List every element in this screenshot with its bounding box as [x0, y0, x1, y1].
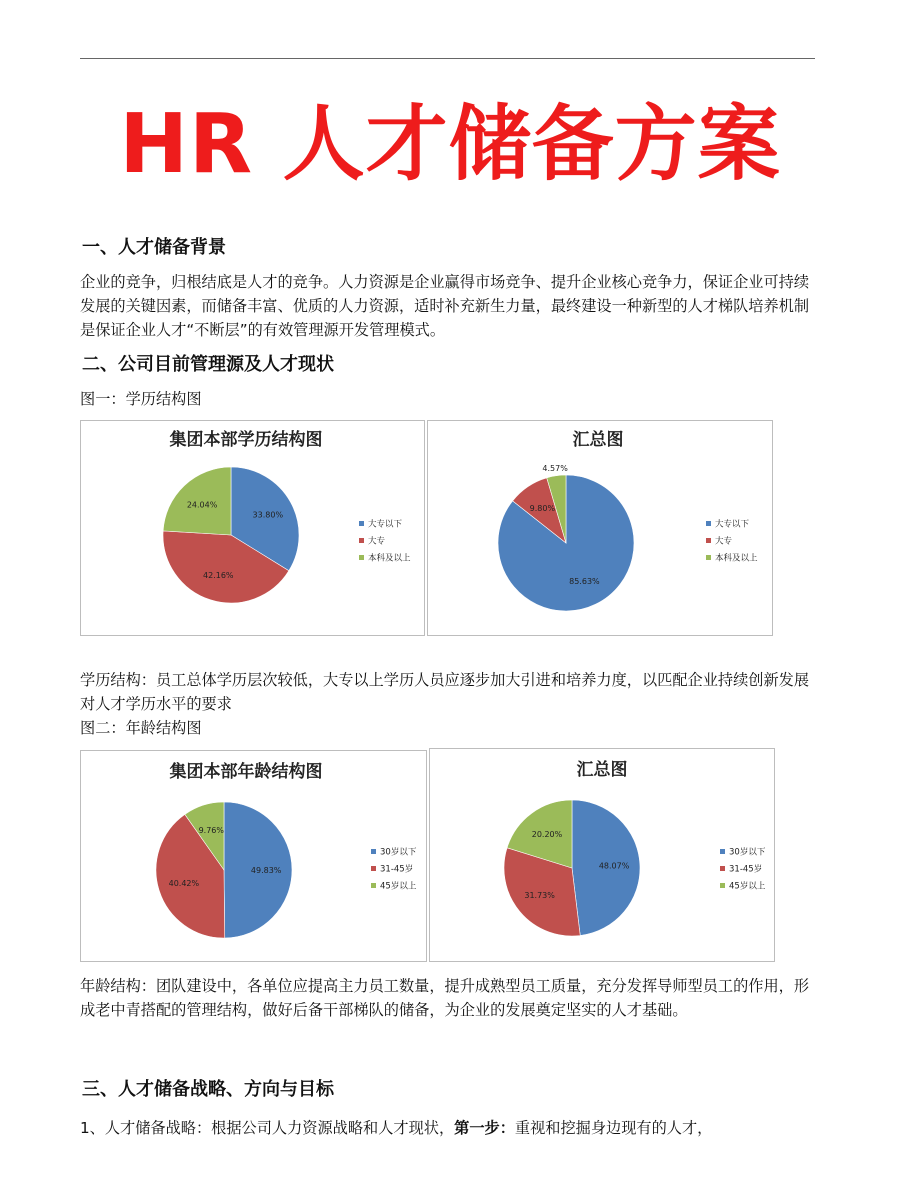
section2-heading: 二、公司目前管理源及人才现状 [82, 354, 334, 375]
slice-label-2: 31.73% [524, 891, 555, 901]
figure2-caption: 图二：年龄结构图 [80, 719, 202, 737]
slice-label-1: 48.07% [598, 861, 630, 871]
section3-heading: 三、人才储备战略、方向与目标 [82, 1079, 334, 1100]
chart-title: 汇总图 [572, 430, 624, 450]
slice-label-3: 4.57% [542, 463, 568, 473]
legend-label-2: 大专 [715, 536, 733, 547]
legend-swatch-2 [720, 866, 725, 871]
figure1-text: 学历结构：员工总体学历层次较低，大专以上学历人员应逐步加大引进和培养力度，以匹配企业持续创新发展对人才学历水平的要求 [80, 671, 809, 713]
legend-swatch-1 [720, 849, 725, 854]
chart-edu-group-svg [81, 421, 426, 637]
chart-title: 集团本部学历结构图 [169, 430, 323, 450]
legend-label-2: 31-45岁 [380, 864, 414, 875]
legend-label-3: 本科及以上 [715, 553, 758, 564]
legend-label-1: 大专以下 [368, 519, 403, 530]
slice-label-2: 40.42% [168, 878, 200, 888]
item1-suffix: 重视和挖掘身边现有的人才， [514, 1119, 713, 1137]
section1-body: 企业的竞争，归根结底是人才的竞争。人力资源是企业赢得市场竞争、提升企业核心竞争力，保证企业可持续发展的关键因素，而储备丰富、优质的人力资源，适时补充新生力量，最终建设一种新型的人才梯队培养机制是保证企业人才“不断层”的有效管理源开发管理模式。 [80, 273, 809, 339]
legend-label-2: 31-45岁 [729, 864, 763, 875]
slice-label-2: 9.80% [529, 504, 556, 514]
legend-label-1: 大专以下 [715, 519, 750, 530]
chart-title: 汇总图 [576, 760, 628, 780]
chart-age-group [80, 750, 427, 962]
slice-label-3: 9.76% [198, 825, 224, 835]
legend-label-3: 45岁以上 [729, 881, 766, 892]
chart-edu-summary-svg [428, 421, 774, 637]
legend-swatch-1 [371, 849, 376, 854]
slice-label-2: 42.16% [203, 571, 234, 581]
chart-edu-group [80, 420, 425, 636]
slice-label-1: 85.63% [569, 576, 600, 586]
legend-label-1: 30岁以下 [380, 847, 417, 858]
section1-heading: 一、人才储备背景 [82, 237, 226, 258]
legend-swatch-3 [359, 555, 364, 560]
legend-label-2: 大专 [368, 536, 386, 547]
legend-label-1: 30岁以下 [729, 847, 766, 858]
legend-swatch-2 [706, 538, 711, 543]
legend-label-3: 45岁以上 [380, 881, 417, 892]
legend-swatch-3 [720, 883, 725, 888]
legend-swatch-3 [371, 883, 376, 888]
legend-swatch-1 [706, 521, 711, 526]
legend-label-3: 本科及以上 [368, 553, 411, 564]
item1-prefix: 1、人才储备战略：根据公司人力资源战略和人才现状， [80, 1119, 455, 1137]
chart-age-summary-svg [430, 749, 776, 963]
document-title: HR 人才储备方案 [119, 97, 781, 192]
legend-swatch-3 [706, 555, 711, 560]
chart-age-group-svg [81, 751, 428, 963]
top-rule [80, 58, 815, 59]
slice-label-3: 20.20% [531, 830, 563, 840]
chart-age-summary [429, 748, 775, 962]
legend-swatch-2 [371, 866, 376, 871]
figure2-text: 年龄结构：团队建设中，各单位应提高主力员工数量，提升成熟型员工质量，充分发挥导师型员工的作用，形成老中青搭配的管理结构，做好后备干部梯队的储备，为企业的发展奠定坚实的人才基础。 [80, 977, 809, 1019]
chart-edu-summary [427, 420, 773, 636]
figure1-caption: 图一：学历结构图 [80, 390, 202, 408]
slice-label-3: 24.04% [186, 500, 218, 510]
chart-title: 集团本部年龄结构图 [169, 762, 323, 782]
legend-swatch-2 [359, 538, 364, 543]
legend-swatch-1 [359, 521, 364, 526]
item1-bold: 第一步： [454, 1119, 515, 1137]
slice-label-1: 49.83% [250, 865, 282, 875]
section3-item1 [80, 1116, 820, 1140]
slice-label-1: 33.80% [252, 510, 284, 520]
